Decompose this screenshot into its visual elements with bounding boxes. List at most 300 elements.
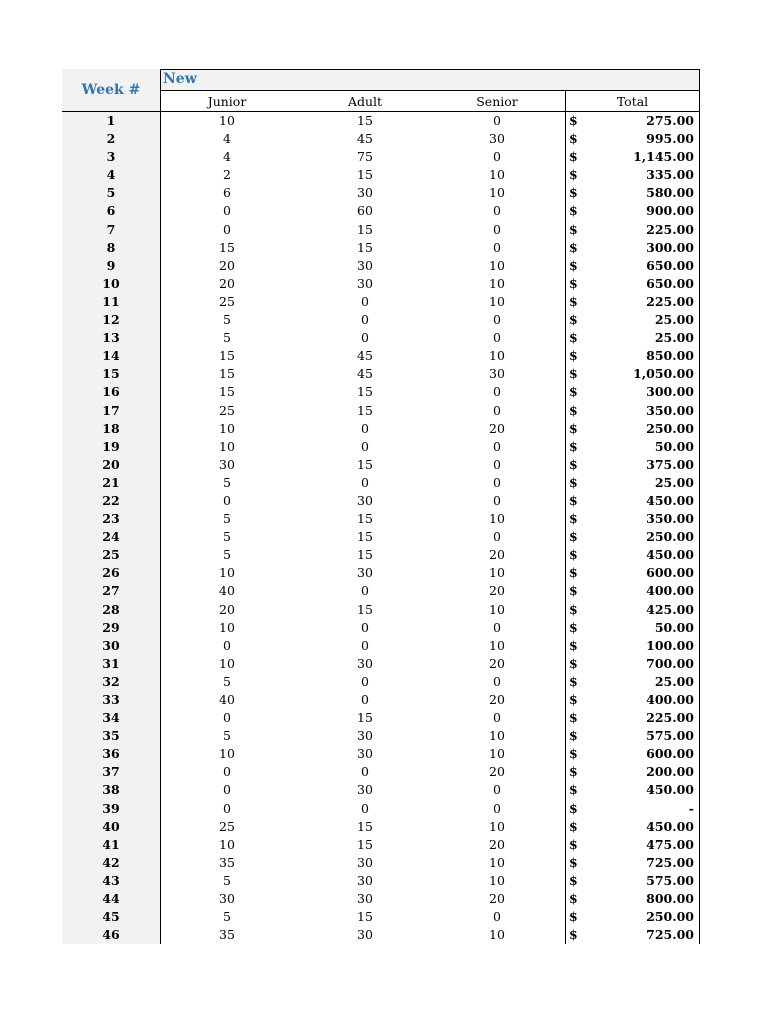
junior-cell: 10 <box>219 420 235 436</box>
adult-cell: 15 <box>357 710 373 726</box>
junior-cell: 15 <box>219 366 235 382</box>
total-cell: 1,050.00 <box>633 366 694 382</box>
column-header-junior: Junior <box>207 94 247 109</box>
table-row <box>62 510 700 528</box>
total-cell: 200.00 <box>646 764 694 780</box>
table-row <box>62 130 700 148</box>
total-cell: 50.00 <box>654 619 694 635</box>
week-cell: 2 <box>106 131 116 147</box>
adult-cell: 45 <box>357 131 373 147</box>
week-cell: 23 <box>102 511 120 527</box>
adult-cell: 0 <box>361 619 369 635</box>
currency-symbol: $ <box>569 927 578 943</box>
currency-symbol: $ <box>569 655 578 671</box>
senior-cell: 0 <box>493 474 501 490</box>
total-cell: 350.00 <box>646 402 694 418</box>
junior-cell: 0 <box>223 782 231 798</box>
week-cell: 26 <box>102 565 120 581</box>
junior-cell: 5 <box>223 474 231 490</box>
week-cell: 24 <box>102 529 120 545</box>
total-cell: 450.00 <box>646 818 694 834</box>
week-cell: 27 <box>102 583 120 599</box>
adult-cell: 75 <box>357 149 373 165</box>
week-cell: 28 <box>102 601 120 617</box>
total-cell: 700.00 <box>646 655 694 671</box>
senior-cell: 0 <box>493 909 501 925</box>
senior-cell: 0 <box>493 221 501 237</box>
table-row <box>62 420 700 438</box>
adult-cell: 15 <box>357 547 373 563</box>
currency-symbol: $ <box>569 764 578 780</box>
senior-cell: 0 <box>493 113 501 128</box>
week-header: Week # <box>62 69 160 112</box>
total-cell: 400.00 <box>646 692 694 707</box>
week-cell: 45 <box>102 909 120 925</box>
table-row <box>62 709 700 727</box>
total-cell: 300.00 <box>646 384 694 400</box>
senior-cell: 10 <box>489 565 505 581</box>
senior-cell: 0 <box>493 456 501 472</box>
adult-cell: 0 <box>361 438 369 454</box>
table-row <box>62 528 700 546</box>
currency-symbol: $ <box>569 565 578 581</box>
currency-symbol: $ <box>569 456 578 472</box>
currency-symbol: $ <box>569 583 578 599</box>
table-row <box>62 727 700 745</box>
total-cell: 725.00 <box>646 854 694 870</box>
total-cell: 900.00 <box>646 203 694 219</box>
total-cell: 450.00 <box>646 547 694 563</box>
currency-symbol: $ <box>569 167 578 183</box>
senior-cell: 10 <box>489 637 505 653</box>
senior-cell: 20 <box>489 420 505 436</box>
junior-cell: 25 <box>219 293 235 309</box>
week-cell: 13 <box>102 330 120 346</box>
senior-cell: 20 <box>489 655 505 671</box>
table-row <box>62 619 700 637</box>
total-cell: 800.00 <box>646 891 694 907</box>
junior-cell: 30 <box>219 456 235 472</box>
senior-cell: 0 <box>493 203 501 219</box>
total-cell: 300.00 <box>646 239 694 255</box>
junior-cell: 5 <box>223 673 231 689</box>
senior-cell: 0 <box>493 673 501 689</box>
table-row <box>62 239 700 257</box>
adult-cell: 0 <box>361 293 369 309</box>
adult-cell: 15 <box>357 818 373 834</box>
adult-cell: 15 <box>357 167 373 183</box>
junior-cell: 0 <box>223 637 231 653</box>
currency-symbol: $ <box>569 818 578 834</box>
currency-symbol: $ <box>569 185 578 201</box>
adult-cell: 15 <box>357 239 373 255</box>
senior-cell: 0 <box>493 529 501 545</box>
total-cell: 995.00 <box>646 131 694 147</box>
table-row <box>62 691 700 709</box>
total-cell: 250.00 <box>646 420 694 436</box>
currency-symbol: $ <box>569 203 578 219</box>
currency-symbol: $ <box>569 131 578 147</box>
currency-symbol: $ <box>569 257 578 273</box>
week-cell: 7 <box>106 221 116 237</box>
total-cell: 50.00 <box>654 438 694 454</box>
week-cell: 11 <box>102 293 120 309</box>
week-cell: 43 <box>102 872 120 888</box>
adult-cell: 0 <box>361 583 369 599</box>
senior-cell: 0 <box>493 619 501 635</box>
total-cell: 450.00 <box>646 782 694 798</box>
table-row <box>62 202 700 220</box>
column-header-adult: Adult <box>347 94 383 109</box>
table-row <box>62 311 700 329</box>
currency-symbol: $ <box>569 547 578 563</box>
week-cell: 35 <box>102 728 120 744</box>
currency-symbol: $ <box>569 746 578 762</box>
table-row <box>62 474 700 492</box>
junior-cell: 5 <box>223 872 231 888</box>
table-row <box>62 221 700 239</box>
total-cell: 25.00 <box>654 673 694 689</box>
senior-cell: 0 <box>493 402 501 418</box>
currency-symbol: $ <box>569 692 578 707</box>
week-cell: 22 <box>102 492 120 508</box>
senior-cell: 0 <box>493 149 501 165</box>
senior-cell: 10 <box>489 167 505 183</box>
currency-symbol: $ <box>569 438 578 454</box>
junior-cell: 10 <box>219 113 235 128</box>
total-cell: - <box>688 800 694 816</box>
week-cell: 38 <box>102 782 120 798</box>
adult-cell: 30 <box>357 257 373 273</box>
junior-cell: 40 <box>219 692 235 707</box>
table-row <box>62 365 700 383</box>
senior-cell: 10 <box>489 348 505 364</box>
table-row <box>62 112 700 130</box>
junior-cell: 0 <box>223 764 231 780</box>
currency-symbol: $ <box>569 348 578 364</box>
column-header-total: Total <box>565 91 700 112</box>
total-cell: 575.00 <box>646 872 694 888</box>
senior-cell: 10 <box>489 818 505 834</box>
week-cell: 30 <box>102 637 120 653</box>
adult-cell: 15 <box>357 529 373 545</box>
adult-cell: 0 <box>361 800 369 816</box>
table-row <box>62 257 700 275</box>
table-row <box>62 383 700 401</box>
total-cell: 475.00 <box>646 836 694 852</box>
senior-cell: 10 <box>489 293 505 309</box>
senior-cell: 20 <box>489 692 505 707</box>
junior-cell: 5 <box>223 909 231 925</box>
adult-cell: 30 <box>357 275 373 291</box>
adult-cell: 0 <box>361 692 369 707</box>
senior-cell: 30 <box>489 131 505 147</box>
column-header-senior: Senior <box>476 94 518 109</box>
junior-cell: 2 <box>223 167 231 183</box>
week-cell: 29 <box>102 619 120 635</box>
table-row <box>62 166 700 184</box>
group-header-box <box>160 69 700 91</box>
currency-symbol: $ <box>569 601 578 617</box>
adult-cell: 15 <box>357 113 373 128</box>
senior-cell: 10 <box>489 746 505 762</box>
currency-symbol: $ <box>569 239 578 255</box>
week-cell: 16 <box>102 384 120 400</box>
table-row <box>62 872 700 890</box>
adult-cell: 30 <box>357 565 373 581</box>
senior-cell: 20 <box>489 764 505 780</box>
adult-cell: 45 <box>357 348 373 364</box>
adult-cell: 0 <box>361 637 369 653</box>
total-cell: 100.00 <box>646 637 694 653</box>
week-cell: 3 <box>106 149 116 165</box>
senior-cell: 0 <box>493 312 501 328</box>
currency-symbol: $ <box>569 293 578 309</box>
week-cell: 19 <box>102 438 120 454</box>
currency-symbol: $ <box>569 330 578 346</box>
currency-symbol: $ <box>569 891 578 907</box>
senior-cell: 0 <box>493 782 501 798</box>
currency-symbol: $ <box>569 529 578 545</box>
adult-cell: 0 <box>361 330 369 346</box>
table-row <box>62 745 700 763</box>
junior-cell: 0 <box>223 203 231 219</box>
currency-symbol: $ <box>569 854 578 870</box>
adult-cell: 30 <box>357 782 373 798</box>
junior-cell: 20 <box>219 257 235 273</box>
total-cell: 250.00 <box>646 529 694 545</box>
currency-symbol: $ <box>569 384 578 400</box>
currency-symbol: $ <box>569 492 578 508</box>
total-cell: 250.00 <box>646 909 694 925</box>
week-cell: 33 <box>102 692 120 707</box>
adult-cell: 30 <box>357 492 373 508</box>
junior-cell: 0 <box>223 710 231 726</box>
adult-cell: 30 <box>357 872 373 888</box>
table-body <box>62 112 700 944</box>
currency-symbol: $ <box>569 909 578 925</box>
junior-cell: 30 <box>219 891 235 907</box>
table-row <box>62 546 700 564</box>
adult-cell: 30 <box>357 891 373 907</box>
total-cell: 650.00 <box>646 275 694 291</box>
adult-cell: 15 <box>357 909 373 925</box>
week-cell: 12 <box>102 312 120 328</box>
adult-cell: 30 <box>357 655 373 671</box>
table-row <box>62 329 700 347</box>
senior-cell: 30 <box>489 366 505 382</box>
table-row <box>62 926 700 944</box>
table-row <box>62 673 700 691</box>
week-cell: 36 <box>102 746 120 762</box>
junior-cell: 15 <box>219 348 235 364</box>
senior-cell: 0 <box>493 239 501 255</box>
junior-cell: 6 <box>223 185 231 201</box>
currency-symbol: $ <box>569 619 578 635</box>
table-row <box>62 564 700 582</box>
currency-symbol: $ <box>569 800 578 816</box>
week-cell: 44 <box>102 891 120 907</box>
adult-cell: 0 <box>361 312 369 328</box>
table-row <box>62 836 700 854</box>
total-cell: 450.00 <box>646 492 694 508</box>
adult-cell: 0 <box>361 673 369 689</box>
currency-symbol: $ <box>569 782 578 798</box>
adult-cell: 30 <box>357 746 373 762</box>
total-cell: 1,145.00 <box>633 149 694 165</box>
senior-cell: 0 <box>493 800 501 816</box>
adult-cell: 15 <box>357 601 373 617</box>
adult-cell: 15 <box>357 402 373 418</box>
senior-cell: 10 <box>489 728 505 744</box>
junior-cell: 0 <box>223 492 231 508</box>
currency-symbol: $ <box>569 149 578 165</box>
table-row <box>62 655 700 673</box>
senior-cell: 0 <box>493 438 501 454</box>
table-row <box>62 763 700 781</box>
junior-cell: 20 <box>219 601 235 617</box>
week-cell: 25 <box>102 547 120 563</box>
junior-cell: 5 <box>223 728 231 744</box>
currency-symbol: $ <box>569 474 578 490</box>
week-cell: 8 <box>106 239 116 255</box>
currency-symbol: $ <box>569 511 578 527</box>
currency-symbol: $ <box>569 420 578 436</box>
adult-cell: 0 <box>361 764 369 780</box>
senior-cell: 20 <box>489 583 505 599</box>
junior-cell: 4 <box>223 131 231 147</box>
senior-cell: 20 <box>489 547 505 563</box>
total-cell: 25.00 <box>654 474 694 490</box>
total-cell: 225.00 <box>646 293 694 309</box>
week-cell: 20 <box>102 456 120 472</box>
week-cell: 39 <box>102 800 120 816</box>
junior-cell: 5 <box>223 330 231 346</box>
currency-symbol: $ <box>569 673 578 689</box>
junior-cell: 5 <box>223 529 231 545</box>
total-cell: 25.00 <box>654 312 694 328</box>
table-row <box>62 781 700 799</box>
senior-cell: 10 <box>489 185 505 201</box>
currency-symbol: $ <box>569 836 578 852</box>
senior-cell: 10 <box>489 927 505 943</box>
total-cell: 725.00 <box>646 927 694 943</box>
week-cell: 37 <box>102 764 120 780</box>
total-cell: 600.00 <box>646 565 694 581</box>
junior-cell: 20 <box>219 275 235 291</box>
table-row <box>62 293 700 311</box>
junior-cell: 5 <box>223 312 231 328</box>
senior-cell: 0 <box>493 330 501 346</box>
table-row <box>62 148 700 166</box>
junior-cell: 0 <box>223 221 231 237</box>
adult-cell: 30 <box>357 927 373 943</box>
junior-cell: 5 <box>223 547 231 563</box>
total-cell: 25.00 <box>654 330 694 346</box>
table-row <box>62 854 700 872</box>
table-row <box>62 818 700 836</box>
table-row <box>62 908 700 926</box>
junior-cell: 10 <box>219 655 235 671</box>
week-cell: 40 <box>102 818 120 834</box>
currency-symbol: $ <box>569 366 578 382</box>
table-row <box>62 800 700 818</box>
total-cell: 400.00 <box>646 583 694 599</box>
table-row <box>62 275 700 293</box>
currency-symbol: $ <box>569 275 578 291</box>
total-cell: 225.00 <box>646 221 694 237</box>
week-cell: 4 <box>106 167 116 183</box>
senior-cell: 20 <box>489 891 505 907</box>
total-cell: 335.00 <box>646 167 694 183</box>
adult-cell: 30 <box>357 728 373 744</box>
junior-cell: 10 <box>219 565 235 581</box>
week-cell: 42 <box>102 854 120 870</box>
junior-cell: 35 <box>219 927 235 943</box>
junior-cell: 40 <box>219 583 235 599</box>
table-row <box>62 456 700 474</box>
week-cell: 9 <box>106 257 116 273</box>
table-row <box>62 637 700 655</box>
adult-cell: 15 <box>357 836 373 852</box>
senior-cell: 10 <box>489 275 505 291</box>
adult-cell: 45 <box>357 366 373 382</box>
week-cell: 10 <box>102 275 120 291</box>
adult-cell: 15 <box>357 221 373 237</box>
junior-cell: 35 <box>219 854 235 870</box>
total-cell: 650.00 <box>646 257 694 273</box>
adult-cell: 60 <box>357 203 373 219</box>
week-cell: 31 <box>102 655 120 671</box>
senior-cell: 0 <box>493 710 501 726</box>
currency-symbol: $ <box>569 402 578 418</box>
senior-cell: 0 <box>493 492 501 508</box>
currency-symbol: $ <box>569 637 578 653</box>
week-cell: 1 <box>106 113 116 128</box>
adult-cell: 0 <box>361 420 369 436</box>
week-cell: 14 <box>102 348 120 364</box>
junior-cell: 10 <box>219 746 235 762</box>
adult-cell: 15 <box>357 456 373 472</box>
week-cell: 6 <box>106 203 116 219</box>
junior-cell: 10 <box>219 438 235 454</box>
total-cell: 275.00 <box>646 113 694 128</box>
week-cell: 18 <box>102 420 120 436</box>
junior-cell: 15 <box>219 239 235 255</box>
week-cell: 34 <box>102 710 120 726</box>
adult-cell: 0 <box>361 474 369 490</box>
week-cell: 46 <box>102 927 120 943</box>
currency-symbol: $ <box>569 113 578 128</box>
senior-cell: 10 <box>489 854 505 870</box>
week-cell: 21 <box>102 474 120 490</box>
junior-cell: 4 <box>223 149 231 165</box>
total-cell: 425.00 <box>646 601 694 617</box>
table-row <box>62 582 700 600</box>
table-row <box>62 347 700 365</box>
week-cell: 32 <box>102 673 120 689</box>
junior-cell: 10 <box>219 619 235 635</box>
currency-symbol: $ <box>569 221 578 237</box>
adult-cell: 30 <box>357 854 373 870</box>
table-row <box>62 492 700 510</box>
total-cell: 225.00 <box>646 710 694 726</box>
currency-symbol: $ <box>569 710 578 726</box>
adult-cell: 15 <box>357 511 373 527</box>
junior-cell: 10 <box>219 836 235 852</box>
senior-cell: 10 <box>489 257 505 273</box>
group-header-label: New <box>163 71 197 87</box>
